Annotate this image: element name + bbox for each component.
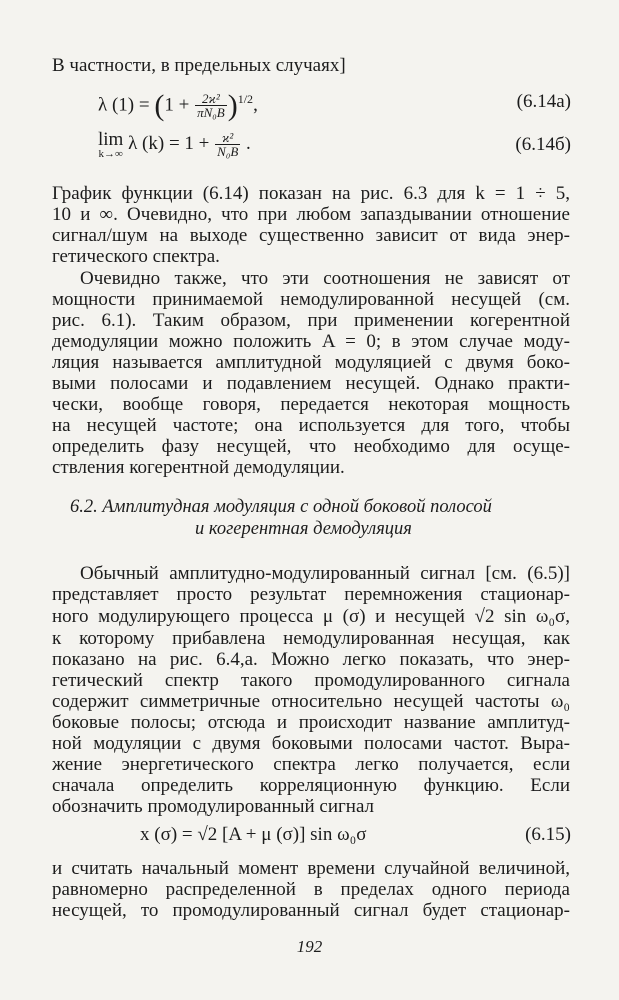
paragraph-line: определить фазу несущей, что необходимо для осуще- — [52, 436, 570, 457]
eq-b-lim-sub: k→∞ — [98, 148, 123, 160]
eq-b-tail: . — [241, 132, 251, 154]
eq-b-lim: lim — [98, 129, 124, 150]
eq-b-number: (6.14б) — [515, 134, 571, 155]
paragraph-line: выми полосами и подавлением несущей. Однако практи- — [52, 373, 570, 394]
paragraph-line: Очевидно также, что эти соотношения не зависят от — [80, 268, 570, 289]
eq-c-number: (6.15) — [525, 824, 571, 845]
eq-b-fraction — [215, 131, 240, 158]
paragraph-line: к которому прибавлена немодулированная несущая, как — [52, 628, 570, 649]
paragraph-line: сигнал/шум на выходе существенно зависит от вида энер- — [52, 225, 570, 246]
paragraph-line: сначала определить корреляционную функцию. Если — [52, 775, 570, 796]
eq-b-limit — [98, 131, 123, 160]
eq-b-lhs: λ (k) = 1 + — [123, 132, 215, 154]
eq-b-numerator: ϰ² — [215, 131, 240, 145]
paragraph-line: Обычный амплитудно-модулированный сигнал [см. (6.5)] — [80, 563, 570, 584]
paragraph-line: содержит симметричные относительно несущей частоты ω₀ — [52, 691, 570, 712]
equation-6-14a — [98, 88, 258, 122]
eq-a-close-paren: ) — [227, 88, 238, 122]
paragraph-line: показано на рис. 6.4,a. Можно легко показать, что энер- — [52, 649, 570, 670]
paragraph-line: ного модулирующего процесса μ (σ) и несущей √2 sin ω₀σ, — [52, 606, 570, 627]
paragraph-line: 10 и ∞. Очевидно, что при любом запаздывании отношение — [52, 204, 570, 225]
paragraph-line: ляция называется амплитудной модуляцией с двумя боко- — [52, 352, 570, 373]
section-heading-line-1: 6.2. Амплитудная модуляция с одной боковой полосой — [70, 497, 492, 517]
equation-6-14b — [98, 131, 251, 160]
eq-a-number: (6.14а) — [516, 91, 571, 112]
paragraph-line: ствления когерентной демодуляции. — [52, 457, 345, 478]
paragraph-line: График функции (6.14) показан на рис. 6.3 для k = 1 ÷ 5, — [52, 183, 570, 204]
paragraph-line: на несущей частоте; она используется для того, чтобы — [52, 415, 570, 436]
paragraph-line: гетического спектра. — [52, 246, 220, 267]
paragraph-line: представляет просто результат перемножения стационар- — [52, 584, 570, 605]
eq-a-open-paren: ( — [154, 88, 165, 122]
paragraph-line: ной модуляции с двумя боковыми полосами частот. Выра- — [52, 733, 570, 754]
intro-line: В частности, в предельных случаях] — [52, 55, 346, 76]
paragraph-line: демодуляции можно положить A = 0; в этом случае моду- — [52, 331, 570, 352]
paragraph-line: боковые полосы; отсюда и происходит название амплитуд- — [52, 712, 570, 733]
page-number: 192 — [296, 937, 323, 956]
eq-a-one-plus: 1 + — [164, 94, 195, 116]
paragraph-line: рис. 6.1). Таким образом, при применении когерентной — [52, 310, 570, 331]
eq-a-denominator: πN₀B — [197, 105, 225, 121]
section-heading-line-2: и когерентная демодуляция — [195, 519, 412, 539]
eq-b-denominator: N₀B — [217, 144, 239, 159]
eq-a-power: 1/2 — [237, 92, 254, 106]
paragraph-line: мощности принимаемой немодулированной несущей (см. — [52, 289, 570, 310]
eq-a-tail: , — [253, 94, 258, 116]
paragraph-line: и считать начальный момент времени случайной величиной, — [52, 858, 570, 879]
eq-a-numerator: 2ϰ² — [195, 92, 227, 106]
eq-a-lhs: λ (1) = — [98, 94, 155, 116]
eq-a-fraction — [195, 92, 227, 119]
paragraph-line: чески, вообще говоря, передается некоторая мощность — [52, 394, 570, 415]
paragraph-line: жение энергетического спектра легко получается, если — [52, 754, 570, 775]
equation-6-15: x (σ) = √2 [A + μ (σ)] sin ω₀σ — [140, 824, 367, 845]
paragraph-line: равномерно распределенной в пределах одного периода — [52, 879, 570, 900]
paragraph-line: несущей, то промодулированный сигнал будет стационар- — [52, 900, 570, 921]
paragraph-line: обозначить промодулированный сигнал — [52, 796, 375, 817]
paragraph-line: гетический спектр такого промодулированного сигнала — [52, 670, 570, 691]
